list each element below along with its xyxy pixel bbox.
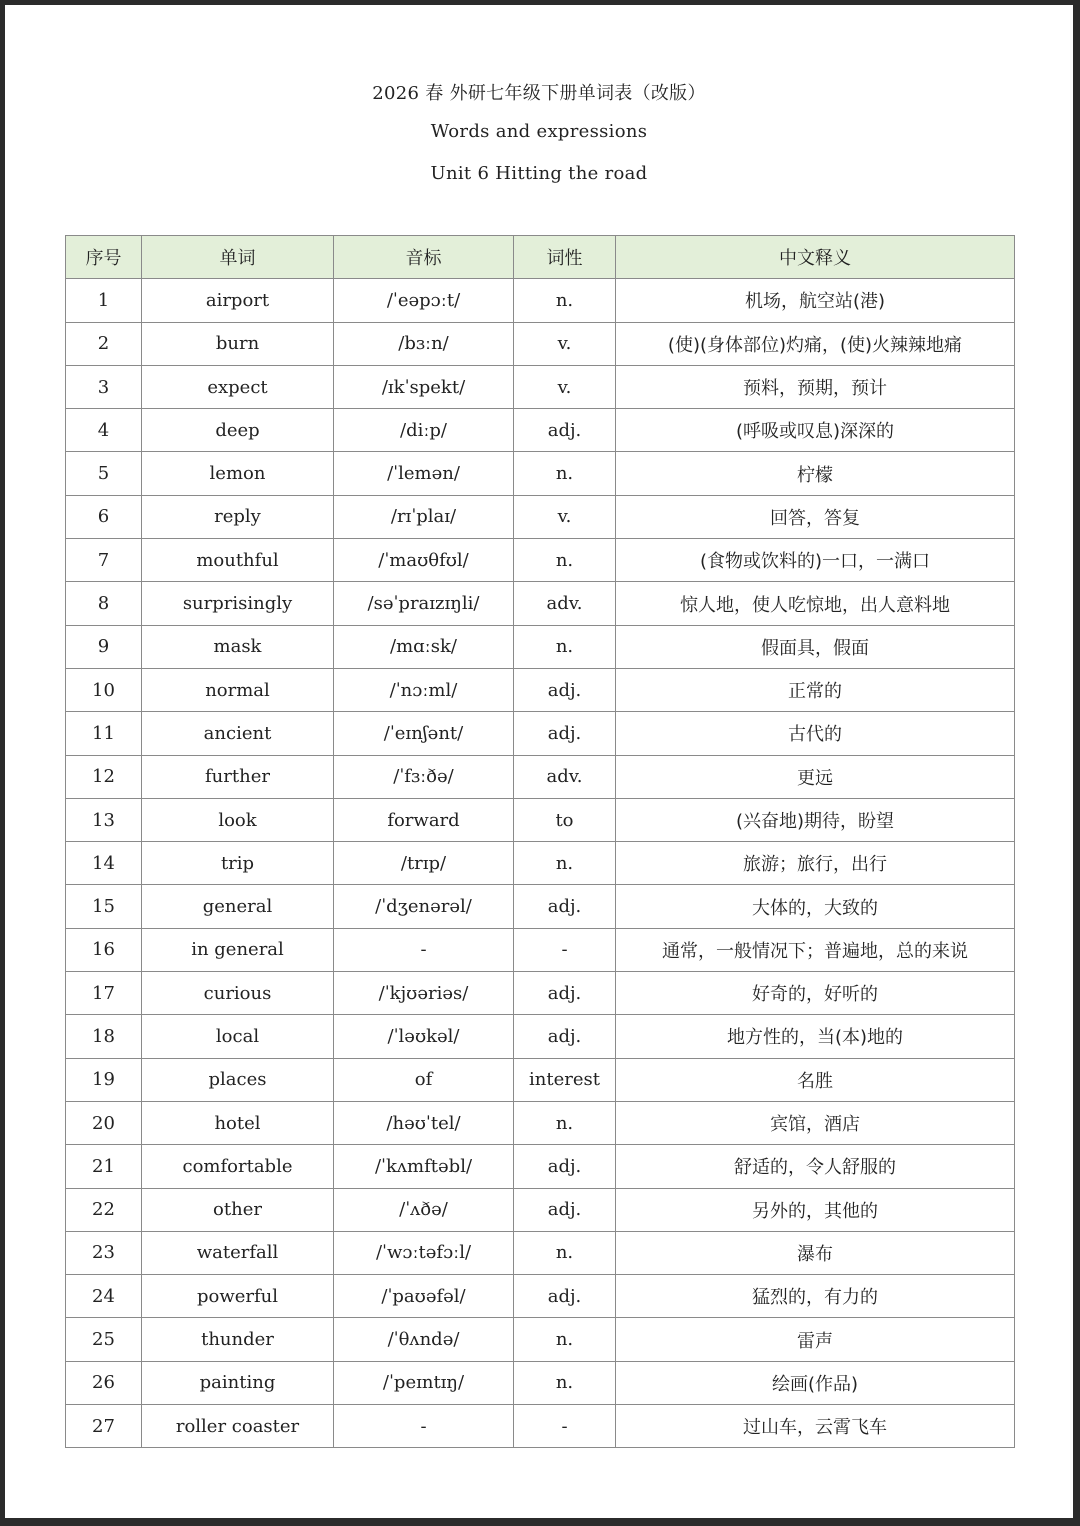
cell-word: local: [142, 1015, 334, 1058]
cell-index: 27: [66, 1405, 142, 1448]
table-row: [66, 1361, 1015, 1404]
vocabulary-table: [65, 235, 1015, 1448]
cell-index: 13: [66, 798, 142, 841]
document-subtitle: Words and expressions: [430, 121, 648, 142]
header-word: 单词: [142, 236, 334, 279]
cell-part-of-speech: n.: [514, 539, 616, 582]
cell-part-of-speech: adj.: [514, 1015, 616, 1058]
cell-part-of-speech: adj.: [514, 668, 616, 711]
cell-chinese-meaning: 通常，一般情况下；普遍地，总的来说: [616, 928, 1015, 971]
table-body: [66, 279, 1015, 1448]
cell-word: look: [142, 798, 334, 841]
header-index: 序号: [66, 236, 142, 279]
cell-chinese-meaning: 雷声: [616, 1318, 1015, 1361]
cell-index: 19: [66, 1058, 142, 1101]
cell-phonetic: /bɜːn/: [334, 322, 514, 365]
cell-part-of-speech: adv.: [514, 755, 616, 798]
cell-index: 22: [66, 1188, 142, 1231]
table-row: [66, 495, 1015, 538]
cell-phonetic: /həʊˈtel/: [334, 1101, 514, 1144]
cell-part-of-speech: n.: [514, 625, 616, 668]
table-row: [66, 1318, 1015, 1361]
cell-phonetic: /ˈdʒenərəl/: [334, 885, 514, 928]
cell-chinese-meaning: 假面具，假面: [616, 625, 1015, 668]
cell-part-of-speech: adj.: [514, 409, 616, 452]
cell-word: roller coaster: [142, 1405, 334, 1448]
cell-word: burn: [142, 322, 334, 365]
cell-chinese-meaning: 绘画(作品): [616, 1361, 1015, 1404]
cell-part-of-speech: adj.: [514, 1145, 616, 1188]
cell-chinese-meaning: 猛烈的，有力的: [616, 1275, 1015, 1318]
cell-part-of-speech: n.: [514, 1231, 616, 1274]
cell-chinese-meaning: (使)(身体部位)灼痛，(使)火辣辣地痛: [616, 322, 1015, 365]
cell-part-of-speech: v.: [514, 495, 616, 538]
cell-word: trip: [142, 842, 334, 885]
table-row: [66, 279, 1015, 322]
cell-part-of-speech: n.: [514, 1361, 616, 1404]
table-row: [66, 712, 1015, 755]
cell-part-of-speech: adv.: [514, 582, 616, 625]
cell-phonetic: /ˈpeɪntɪŋ/: [334, 1361, 514, 1404]
table-row: [66, 755, 1015, 798]
cell-index: 21: [66, 1145, 142, 1188]
cell-part-of-speech: adj.: [514, 712, 616, 755]
cell-chinese-meaning: 地方性的，当(本)地的: [616, 1015, 1015, 1058]
cell-phonetic: /ˈkjʊəriəs/: [334, 972, 514, 1015]
table-row: [66, 1101, 1015, 1144]
cell-index: 16: [66, 928, 142, 971]
cell-phonetic: /ˈʌðə/: [334, 1188, 514, 1231]
cell-phonetic: /trɪp/: [334, 842, 514, 885]
cell-part-of-speech: adj.: [514, 1275, 616, 1318]
cell-part-of-speech: n.: [514, 1318, 616, 1361]
cell-word: reply: [142, 495, 334, 538]
cell-chinese-meaning: 回答，答复: [616, 495, 1015, 538]
cell-index: 23: [66, 1231, 142, 1274]
cell-index: 8: [66, 582, 142, 625]
table-row: [66, 365, 1015, 408]
cell-index: 5: [66, 452, 142, 495]
cell-chinese-meaning: 名胜: [616, 1058, 1015, 1101]
cell-chinese-meaning: (呼吸或叹息)深深的: [616, 409, 1015, 452]
table-row: [66, 1275, 1015, 1318]
cell-part-of-speech: n.: [514, 452, 616, 495]
cell-chinese-meaning: 好奇的，好听的: [616, 972, 1015, 1015]
cell-index: 26: [66, 1361, 142, 1404]
cell-word: normal: [142, 668, 334, 711]
cell-index: 20: [66, 1101, 142, 1144]
cell-word: in general: [142, 928, 334, 971]
cell-phonetic: /ˈnɔːml/: [334, 668, 514, 711]
cell-phonetic: forward: [334, 798, 514, 841]
cell-chinese-meaning: 大体的，大致的: [616, 885, 1015, 928]
header-part-of-speech: 词性: [514, 236, 616, 279]
cell-part-of-speech: n.: [514, 279, 616, 322]
cell-word: mouthful: [142, 539, 334, 582]
cell-index: 15: [66, 885, 142, 928]
table-row: [66, 842, 1015, 885]
cell-chinese-meaning: 宾馆，酒店: [616, 1101, 1015, 1144]
cell-index: 17: [66, 972, 142, 1015]
cell-phonetic: /ˈeɪnʃənt/: [334, 712, 514, 755]
cell-word: curious: [142, 972, 334, 1015]
table-row: [66, 1015, 1015, 1058]
table-row: [66, 539, 1015, 582]
cell-index: 25: [66, 1318, 142, 1361]
cell-word: comfortable: [142, 1145, 334, 1188]
cell-phonetic: /mɑːsk/: [334, 625, 514, 668]
cell-phonetic: /ˈpaʊəfəl/: [334, 1275, 514, 1318]
cell-word: waterfall: [142, 1231, 334, 1274]
cell-index: 3: [66, 365, 142, 408]
cell-index: 4: [66, 409, 142, 452]
cell-index: 10: [66, 668, 142, 711]
unit-title: Unit 6 Hitting the road: [430, 163, 648, 184]
cell-chinese-meaning: 正常的: [616, 668, 1015, 711]
cell-phonetic: of: [334, 1058, 514, 1101]
cell-index: 12: [66, 755, 142, 798]
cell-phonetic: /ˈlemən/: [334, 452, 514, 495]
cell-word: further: [142, 755, 334, 798]
cell-word: general: [142, 885, 334, 928]
cell-index: 18: [66, 1015, 142, 1058]
cell-part-of-speech: v.: [514, 322, 616, 365]
cell-chinese-meaning: 另外的，其他的: [616, 1188, 1015, 1231]
table-row: [66, 582, 1015, 625]
header-chinese-meaning: 中文释义: [616, 236, 1015, 279]
cell-chinese-meaning: (兴奋地)期待，盼望: [616, 798, 1015, 841]
cell-index: 14: [66, 842, 142, 885]
cell-part-of-speech: to: [514, 798, 616, 841]
cell-word: airport: [142, 279, 334, 322]
table-row: [66, 322, 1015, 365]
cell-word: mask: [142, 625, 334, 668]
document-page: [5, 5, 1073, 1518]
cell-chinese-meaning: 柠檬: [616, 452, 1015, 495]
cell-part-of-speech: interest: [514, 1058, 616, 1101]
cell-chinese-meaning: 瀑布: [616, 1231, 1015, 1274]
table-row: [66, 1188, 1015, 1231]
cell-word: deep: [142, 409, 334, 452]
cell-index: 7: [66, 539, 142, 582]
cell-chinese-meaning: 旅游；旅行，出行: [616, 842, 1015, 885]
cell-index: 6: [66, 495, 142, 538]
cell-phonetic: /ˈkʌmftəbl/: [334, 1145, 514, 1188]
cell-part-of-speech: adj.: [514, 885, 616, 928]
cell-chinese-meaning: 过山车，云霄飞车: [616, 1405, 1015, 1448]
cell-word: thunder: [142, 1318, 334, 1361]
cell-phonetic: /ɪkˈspekt/: [334, 365, 514, 408]
cell-phonetic: -: [334, 1405, 514, 1448]
cell-phonetic: /ˈeəpɔːt/: [334, 279, 514, 322]
cell-chinese-meaning: 舒适的，令人舒服的: [616, 1145, 1015, 1188]
cell-part-of-speech: -: [514, 1405, 616, 1448]
cell-part-of-speech: n.: [514, 842, 616, 885]
header-phonetic: 音标: [334, 236, 514, 279]
table-row: [66, 1405, 1015, 1448]
cell-word: lemon: [142, 452, 334, 495]
cell-phonetic: -: [334, 928, 514, 971]
document-title: 2026 春 外研七年级下册单词表（改版）: [372, 83, 706, 104]
cell-word: surprisingly: [142, 582, 334, 625]
cell-part-of-speech: n.: [514, 1101, 616, 1144]
cell-phonetic: /ˈwɔːtəfɔːl/: [334, 1231, 514, 1274]
table-row: [66, 885, 1015, 928]
cell-part-of-speech: v.: [514, 365, 616, 408]
cell-chinese-meaning: 更远: [616, 755, 1015, 798]
table-row: [66, 452, 1015, 495]
cell-phonetic: /səˈpraɪzɪŋli/: [334, 582, 514, 625]
cell-chinese-meaning: 预料，预期，预计: [616, 365, 1015, 408]
cell-phonetic: /rɪˈplaɪ/: [334, 495, 514, 538]
cell-chinese-meaning: (食物或饮料的)一口，一满口: [616, 539, 1015, 582]
cell-phonetic: /ˈləʊkəl/: [334, 1015, 514, 1058]
cell-word: places: [142, 1058, 334, 1101]
cell-word: painting: [142, 1361, 334, 1404]
cell-part-of-speech: adj.: [514, 1188, 616, 1231]
cell-word: hotel: [142, 1101, 334, 1144]
cell-phonetic: /ˈθʌndə/: [334, 1318, 514, 1361]
cell-index: 2: [66, 322, 142, 365]
table-row: [66, 1231, 1015, 1274]
cell-word: expect: [142, 365, 334, 408]
cell-chinese-meaning: 古代的: [616, 712, 1015, 755]
cell-word: powerful: [142, 1275, 334, 1318]
cell-phonetic: /ˈmaʊθfʊl/: [334, 539, 514, 582]
table-row: [66, 1058, 1015, 1101]
cell-phonetic: /ˈfɜːðə/: [334, 755, 514, 798]
cell-index: 1: [66, 279, 142, 322]
cell-word: other: [142, 1188, 334, 1231]
cell-word: ancient: [142, 712, 334, 755]
table-row: [66, 1145, 1015, 1188]
table-row: [66, 972, 1015, 1015]
table-row: [66, 409, 1015, 452]
cell-chinese-meaning: 机场，航空站(港): [616, 279, 1015, 322]
cell-chinese-meaning: 惊人地，使人吃惊地，出人意料地: [616, 582, 1015, 625]
table-row: [66, 928, 1015, 971]
table-row: [66, 668, 1015, 711]
cell-part-of-speech: adj.: [514, 972, 616, 1015]
cell-part-of-speech: -: [514, 928, 616, 971]
cell-index: 9: [66, 625, 142, 668]
table-header-row: [66, 236, 1015, 279]
table-row: [66, 798, 1015, 841]
table-row: [66, 625, 1015, 668]
cell-phonetic: /diːp/: [334, 409, 514, 452]
cell-index: 24: [66, 1275, 142, 1318]
cell-index: 11: [66, 712, 142, 755]
